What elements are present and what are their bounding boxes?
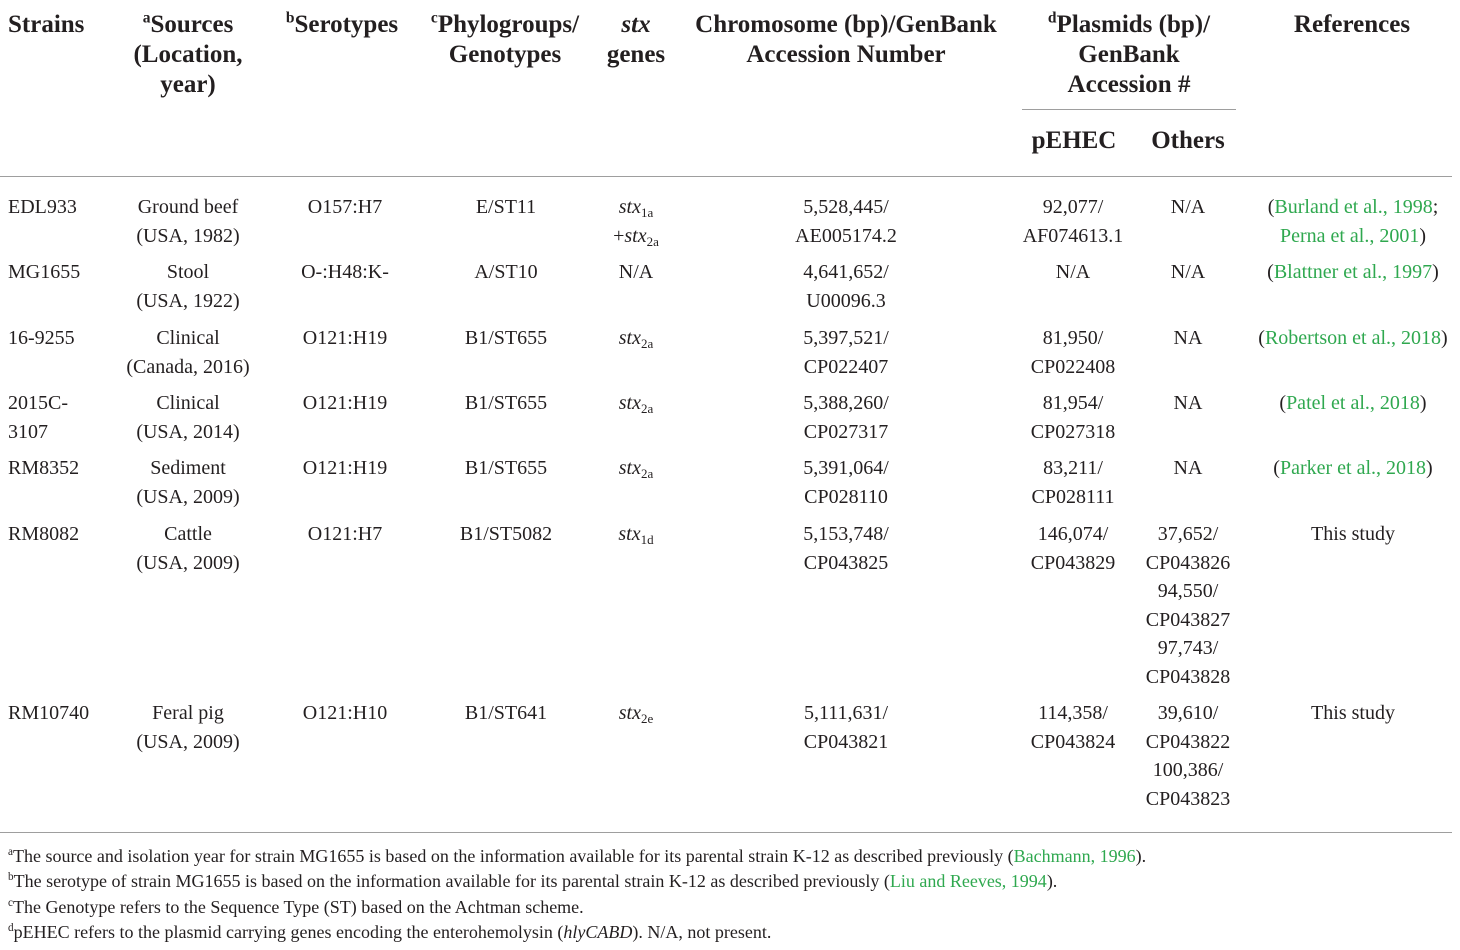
cell-strain (8, 699, 108, 728)
stx-subtype: 2a (640, 335, 654, 351)
cell-references (1250, 193, 1456, 250)
cell-source (108, 699, 268, 756)
cell-line: (USA, 2009) (136, 551, 240, 574)
cell-line: (USA, 2009) (136, 485, 240, 508)
cell-line: 4,641,652/ (803, 261, 889, 283)
reference-line (1250, 258, 1456, 287)
cell-line: EDL933 (8, 196, 77, 218)
cell-line: NA (1173, 392, 1203, 414)
cell-serotype: O-:H48:K- (301, 261, 389, 283)
header-references: References (1293, 11, 1411, 38)
ref-open: ( (1273, 457, 1280, 479)
cell-serotype: O121:H19 (302, 327, 388, 349)
cell-line: 146,074/ (1037, 523, 1109, 545)
cell-line: 5,528,445/ (803, 196, 889, 218)
header-others: Others (1151, 127, 1225, 154)
cell-phylogroup: B1/ST655 (464, 457, 548, 479)
footnote-d: $^d$pEHEC refers to the plasmid carrying genes encoding the enterohemolysin (hlyCABD). N/A, not present. (8, 922, 772, 942)
cell-references (1250, 324, 1456, 353)
citation-link[interactable]: Bachmann, 1996 (1013, 846, 1136, 866)
cell-references (1250, 258, 1456, 287)
cell-chromosome (676, 193, 1016, 250)
cell-line: CP028110 (804, 485, 888, 508)
cell-references (1250, 389, 1456, 418)
cell-serotype: O121:H19 (302, 457, 388, 479)
cell-line: CP022408 (1030, 355, 1116, 378)
cell-line: (USA, 1922) (136, 289, 240, 312)
cell-chromosome (676, 324, 1016, 381)
stx-subtype: 1d (640, 531, 654, 547)
header-phylogroups: $^c$Phylogroups/ Genotypes (430, 9, 580, 68)
cell-line: CP043828 (1145, 665, 1231, 688)
cell-source (108, 389, 268, 446)
citation-link[interactable]: Perna et al., 2001 (1279, 224, 1420, 247)
header-bottom-rule (0, 176, 1452, 177)
reference-line (1250, 389, 1456, 418)
citation-link[interactable]: Parker et al., 2018 (1279, 457, 1427, 479)
cell-line: CP028111 (1031, 485, 1115, 508)
cell-line: 3107 (8, 420, 48, 443)
cell-pehec (1020, 389, 1126, 446)
cell-line: Feral pig (152, 702, 224, 724)
cell-line: CP043829 (1030, 551, 1116, 574)
footnote-b: $^b$The serotype of strain MG1655 is based on the information available for its parental strain K-12 as described previously (Liu and Reeves, 1994). (8, 871, 1058, 891)
cell-other-plasmids (1130, 454, 1246, 483)
cell-line: CP043821 (803, 730, 889, 753)
cell-strain (8, 520, 108, 549)
cell-line: Cattle (164, 523, 212, 545)
cell-phylogroup: E/ST11 (475, 196, 537, 218)
cell-line: (Canada, 2016) (126, 355, 250, 378)
citation-link[interactable]: Liu and Reeves, 1994 (889, 871, 1047, 891)
cell-line: 114,358/ (1038, 702, 1108, 724)
cell-line: NA (1173, 457, 1203, 479)
cell-line: (USA, 2014) (136, 420, 240, 443)
cell-stx-genes (596, 520, 676, 549)
cell-other-plasmids (1130, 324, 1246, 353)
ref-close: ) (1432, 261, 1439, 283)
cell-line: CP043822 (1145, 730, 1231, 753)
cell-pehec (1020, 258, 1126, 287)
cell-strain (8, 389, 108, 446)
cell-line: U00096.3 (806, 289, 886, 312)
ref-open: ( (1258, 327, 1265, 349)
citation-link[interactable]: Burland et al., 1998 (1274, 196, 1433, 218)
cell-line: 100,386/ (1152, 759, 1224, 781)
stx-subtype: 2e (640, 710, 654, 726)
cell-line: 5,111,631/ (803, 702, 889, 724)
cell-pehec (1020, 193, 1126, 250)
stx-base: stx (624, 224, 647, 247)
cell-line: 5,153,748/ (803, 523, 889, 545)
cell-strain (8, 258, 108, 287)
plasmids-subheader-rule (1022, 109, 1236, 110)
cell-line: N/A (1055, 261, 1091, 283)
cell-line: 37,652/ (1157, 523, 1219, 545)
cell-line: CP022407 (803, 355, 889, 378)
stx-gene (596, 222, 676, 251)
cell-source (108, 454, 268, 511)
stx-gene (596, 520, 676, 549)
cell-other-plasmids (1130, 193, 1246, 222)
cell-stx-genes (596, 454, 676, 483)
cell-chromosome (676, 389, 1016, 446)
cell-source (108, 324, 268, 381)
header-serotypes: $^b$Serotypes (285, 9, 399, 38)
stx-gene (596, 389, 676, 418)
citation-link[interactable]: Patel et al., 2018 (1286, 392, 1420, 414)
stx-gene (596, 193, 676, 222)
cell-pehec (1020, 324, 1126, 381)
footnote-c: $^c$The Genotype refers to the Sequence Type (ST) based on the Achtman scheme. (8, 897, 584, 917)
reference-line (1250, 193, 1456, 222)
ref-close: ; (1432, 196, 1439, 218)
cell-source (108, 520, 268, 577)
cell-line: N/A (1170, 261, 1206, 283)
reference-line (1250, 454, 1456, 483)
cell-line: 39,610/ (1157, 702, 1219, 724)
cell-pehec (1020, 454, 1126, 511)
cell-phylogroup: B1/ST655 (464, 392, 548, 414)
cell-line: Sediment (150, 457, 226, 479)
cell-line: (USA, 1982) (136, 224, 240, 247)
header-chromosome: Chromosome (bp)/GenBank Accession Number (695, 11, 997, 68)
stx-prefix: + (613, 224, 625, 247)
cell-line: CP043823 (1145, 787, 1231, 810)
cell-line: AF074613.1 (1022, 224, 1124, 247)
ref-close: ) (1426, 457, 1433, 479)
ref-open: ( (1279, 392, 1287, 414)
header-plasmids: $^d$Plasmids (bp)/ GenBank Accession # (1047, 9, 1211, 98)
ref-open: ( (1267, 261, 1274, 283)
cell-line: 5,391,064/ (803, 457, 889, 479)
cell-line: 92,077/ (1042, 196, 1104, 218)
header-stx-genes: stx genes (606, 11, 666, 68)
cell-line: 5,397,521/ (803, 327, 889, 349)
cell-other-plasmids (1130, 258, 1246, 287)
reference-line (1250, 324, 1456, 353)
cell-other-plasmids (1130, 699, 1246, 813)
cell-phylogroup: B1/ST641 (464, 702, 548, 724)
cell-source (108, 258, 268, 315)
footnote-a: $^a$The source and isolation year for strain MG1655 is based on the information available for its parental strain K-12 as described previously (Bachmann, 1996). (8, 846, 1147, 866)
cell-line: RM8352 (8, 457, 80, 479)
cell-line: RM10740 (8, 702, 90, 724)
cell-line: Clinical (156, 327, 220, 349)
cell-line: RM8082 (8, 523, 80, 545)
cell-strain (8, 454, 108, 483)
cell-stx-genes (596, 324, 676, 353)
cell-line: 5,388,260/ (803, 392, 889, 414)
ref-open: ( (1267, 196, 1275, 218)
ref-close: ) (1419, 224, 1427, 247)
ref-close: ) (1419, 392, 1427, 414)
cell-references: This study (1311, 523, 1395, 545)
cell-pehec (1020, 699, 1126, 756)
cell-phylogroup: B1/ST5082 (459, 523, 553, 545)
cell-phylogroup: B1/ST655 (464, 327, 548, 349)
citation-link[interactable]: Blattner et al., 1997 (1273, 261, 1433, 283)
table-bottom-rule (0, 832, 1452, 833)
cell-line: Stool (166, 261, 210, 283)
cell-line: CP043826 (1145, 551, 1231, 574)
cell-serotype: O157:H7 (307, 196, 383, 218)
cell-line: 16-9255 (8, 327, 75, 349)
cell-phylogroup: A/ST10 (474, 261, 538, 283)
cell-line: CP043824 (1030, 730, 1116, 753)
cell-stx-genes (596, 389, 676, 418)
cell-line: CP027318 (1030, 420, 1116, 443)
cell-stx-genes (596, 193, 676, 250)
cell-chromosome (676, 454, 1016, 511)
header-sources: $^a$Sources (Location, year) (133, 9, 243, 98)
cell-line: 81,954/ (1042, 392, 1104, 414)
cell-line: N/A (1170, 196, 1206, 218)
cell-line: CP043825 (803, 551, 889, 574)
cell-serotype: O121:H19 (302, 392, 388, 414)
reference-line (1250, 222, 1456, 251)
cell-serotype: O121:H7 (307, 523, 383, 545)
stx-gene (596, 324, 676, 353)
cell-other-plasmids (1130, 520, 1246, 691)
stx-base: stx (618, 327, 641, 349)
cell-line: CP027317 (803, 420, 889, 443)
cell-source (108, 193, 268, 250)
stx-subtype: 2a (646, 233, 659, 249)
cell-chromosome (676, 699, 1016, 756)
cell-references: This study (1311, 702, 1395, 724)
cell-pehec (1020, 520, 1126, 577)
cell-strain (8, 193, 108, 222)
cell-serotype: O121:H10 (302, 702, 388, 724)
cell-other-plasmids (1130, 389, 1246, 418)
cell-stx-genes: N/A (618, 261, 654, 283)
stx-base: stx (618, 457, 641, 479)
cell-line: (USA, 2009) (136, 730, 240, 753)
stx-subtype: 2a (640, 465, 654, 481)
cell-line: NA (1173, 327, 1203, 349)
cell-line: 94,550/ (1157, 580, 1219, 602)
stx-base: stx (618, 523, 641, 545)
stx-gene (596, 699, 676, 728)
cell-strain (8, 324, 108, 353)
cell-line: CP043827 (1145, 608, 1231, 631)
stx-subtype: 2a (640, 400, 654, 416)
cell-line: 2015C- (8, 392, 68, 414)
ref-close: ) (1441, 327, 1448, 349)
cell-chromosome (676, 258, 1016, 315)
cell-line: Ground beef (137, 196, 239, 218)
cell-line: AE005174.2 (795, 224, 897, 247)
cell-references (1250, 454, 1456, 483)
cell-stx-genes (596, 699, 676, 728)
cell-line: Clinical (156, 392, 220, 414)
cell-line: 81,950/ (1042, 327, 1104, 349)
stx-base: stx (618, 392, 641, 414)
header-pehec: pEHEC (1031, 127, 1117, 154)
stx-subtype: 1a (640, 204, 654, 220)
header-strains: Strains (8, 11, 85, 38)
stx-gene (596, 454, 676, 483)
stx-base: stx (618, 702, 641, 724)
citation-link[interactable]: Robertson et al., 2018 (1264, 327, 1442, 349)
stx-base: stx (618, 196, 641, 218)
cell-line: MG1655 (8, 261, 81, 283)
cell-line: 97,743/ (1157, 637, 1219, 659)
cell-chromosome (676, 520, 1016, 577)
cell-line: 83,211/ (1043, 457, 1103, 479)
